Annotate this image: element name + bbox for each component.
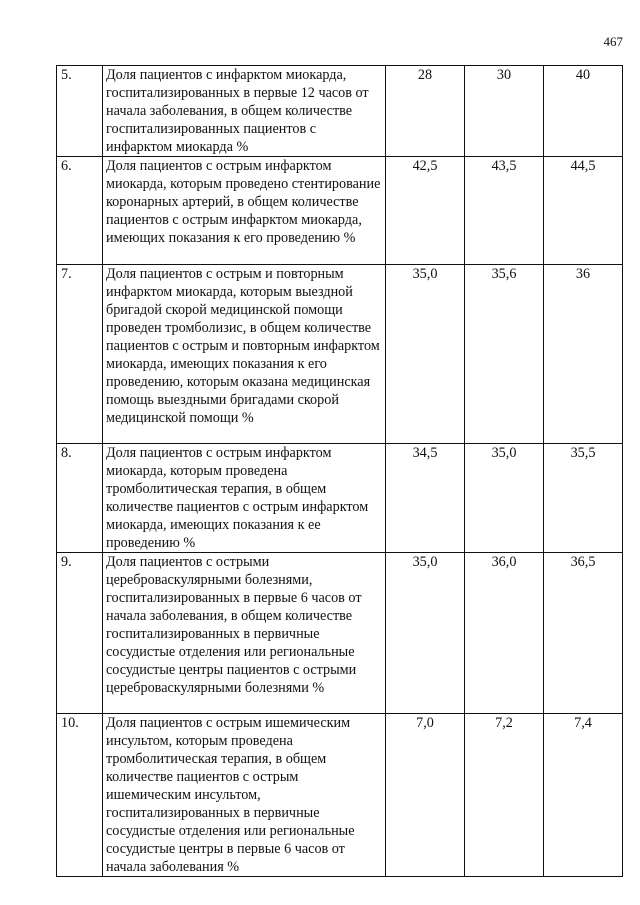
indicator-description: Доля пациентов с острым инфарктом миокарда, которым проведено стентирование коронарных артерий, в общем количестве пациентов с острым инфарктом миокарда, имеющих показания к его проведению % <box>103 157 386 265</box>
value-year-1: 7,0 <box>386 714 465 877</box>
page-number: 467 <box>603 34 623 49</box>
value-year-3: 36,5 <box>544 553 623 714</box>
table-row <box>57 66 623 157</box>
row-number: 10. <box>57 714 103 877</box>
row-number: 8. <box>57 444 103 553</box>
value-year-3: 36 <box>544 265 623 444</box>
value-year-2: 36,0 <box>465 553 544 714</box>
table-row <box>57 714 623 877</box>
value-year-2: 43,5 <box>465 157 544 265</box>
indicator-description: Доля пациентов с острым ишемическим инсультом, которым проведена тромболитическая терапия, в общем количестве пациентов с острым ишемическим инсультом, госпитализированных в первичные сосудистые отделения или региональные сосудистые центры в первые 6 часов от начала заболевания % <box>103 714 386 877</box>
indicator-description: Доля пациентов с острым инфарктом миокарда, которым проведена тромболитическая терапия, в общем количестве пациентов с острым инфарктом миокарда, имеющих показания к ее проведению % <box>103 444 386 553</box>
value-year-2: 30 <box>465 66 544 157</box>
value-year-1: 34,5 <box>386 444 465 553</box>
value-year-1: 35,0 <box>386 553 465 714</box>
indicator-description: Доля пациентов с инфарктом миокарда, госпитализированных в первые 12 часов от начала заболевания, в общем количестве госпитализированных пациентов с инфарктом миокарда % <box>103 66 386 157</box>
value-year-1: 42,5 <box>386 157 465 265</box>
table-row <box>57 265 623 444</box>
indicators-table <box>56 65 623 877</box>
value-year-1: 28 <box>386 66 465 157</box>
value-year-1: 35,0 <box>386 265 465 444</box>
indicator-description: Доля пациентов с острым и повторным инфарктом миокарда, которым выездной бригадой скорой медицинской помощи проведен тромболизис, в общем количестве пациентов с острым и повторным инфарктом миокарда, имеющих показания к его проведению, которым оказана медицинская помощь выездными бригадами скорой медицинской помощи % <box>103 265 386 444</box>
value-year-2: 7,2 <box>465 714 544 877</box>
table-row <box>57 444 623 553</box>
indicator-description: Доля пациентов с острыми цереброваскулярными болезнями, госпитализированных в первые 6 часов от начала заболевания, в общем количестве госпитализированных в первичные сосудистые отделения или региональные сосудистые центры пациентов с острыми цереброваскулярными болезнями % <box>103 553 386 714</box>
table-row <box>57 157 623 265</box>
row-number: 6. <box>57 157 103 265</box>
row-number: 9. <box>57 553 103 714</box>
value-year-3: 44,5 <box>544 157 623 265</box>
value-year-3: 7,4 <box>544 714 623 877</box>
value-year-3: 35,5 <box>544 444 623 553</box>
row-number: 7. <box>57 265 103 444</box>
table-row <box>57 553 623 714</box>
value-year-2: 35,6 <box>465 265 544 444</box>
value-year-3: 40 <box>544 66 623 157</box>
value-year-2: 35,0 <box>465 444 544 553</box>
row-number: 5. <box>57 66 103 157</box>
